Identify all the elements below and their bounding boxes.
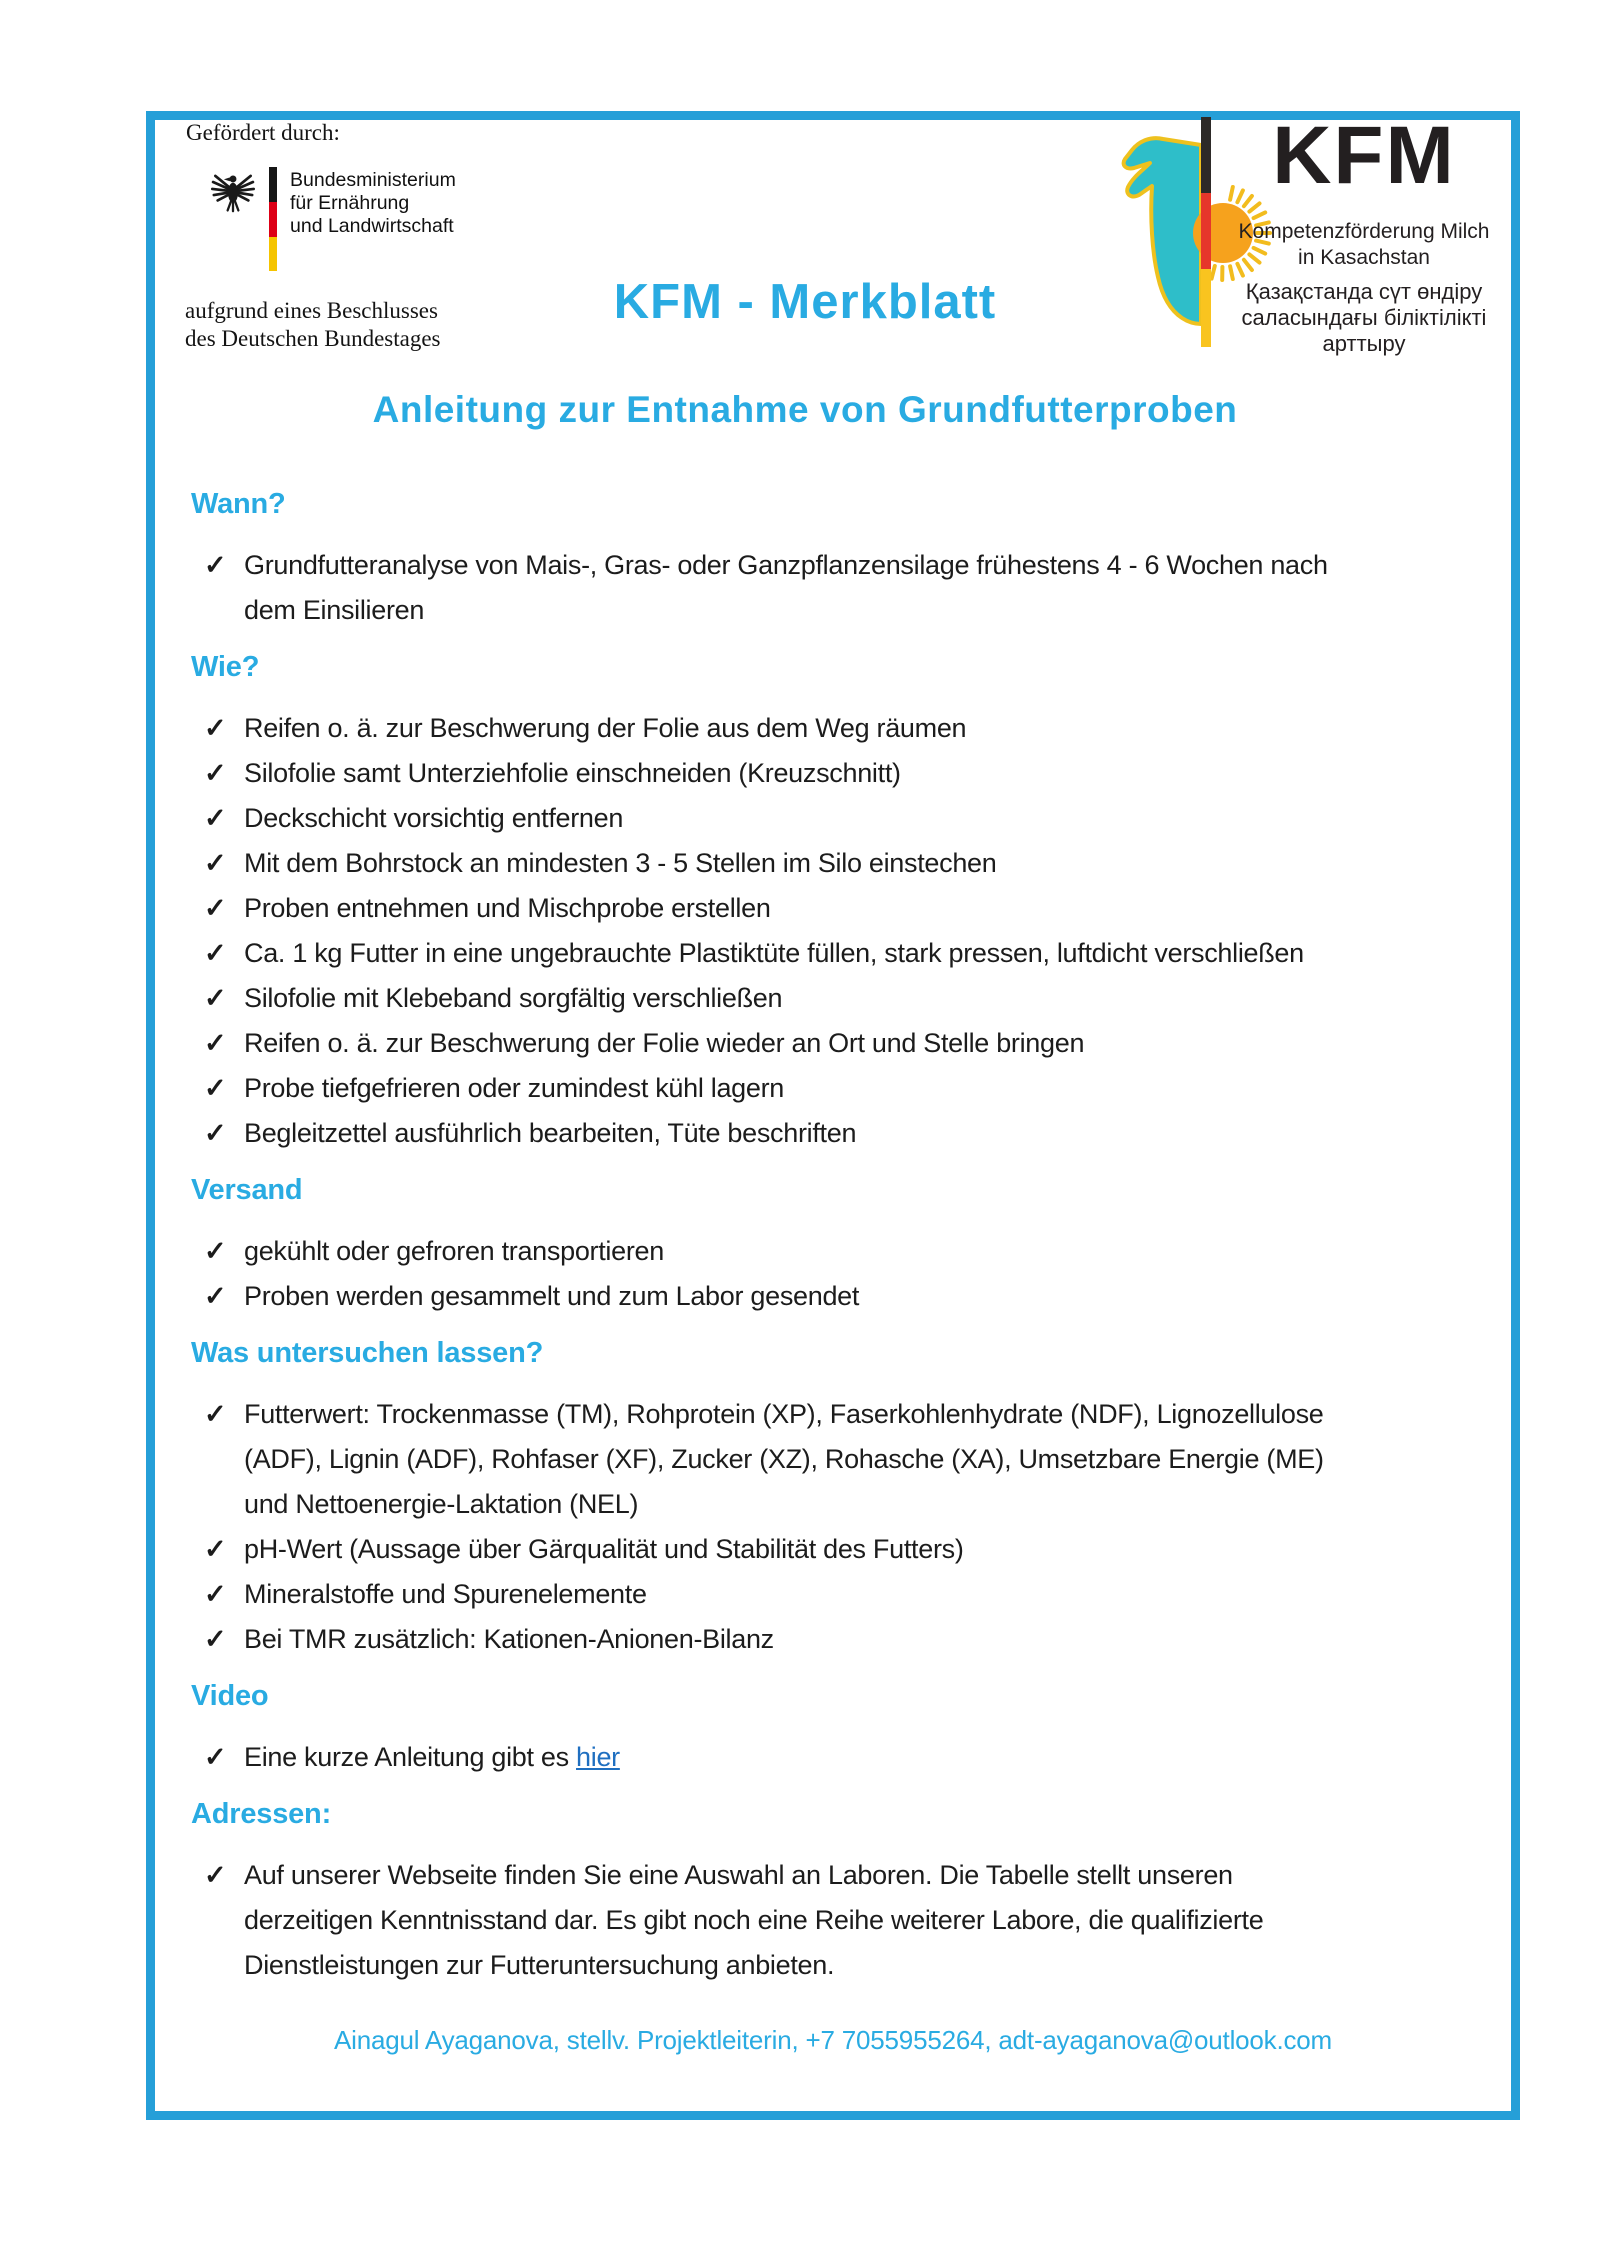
section-heading-adressen: Adressen:	[191, 1798, 332, 1830]
section-heading-versand: Versand	[191, 1174, 303, 1206]
german-flag-bar-icon	[269, 167, 277, 271]
section-video	[191, 1677, 1475, 1780]
checklist-item-text: Futterwert: Trockenmasse (TM), Rohprotein (XP), Faserkohlenhydrate (NDF), Lignozellulose (ADF), Lignin (ADF), Rohfaser (XF), Zucker (XZ), Rohasche (XA), Umsetzbare Energie (ME) und Nettoenergie-Laktation (NEL)	[244, 1399, 1324, 1519]
ministry-line: für Ernährung	[290, 192, 410, 214]
section-wie	[191, 648, 1475, 1156]
checklist-item-text: Bei TMR zusätzlich: Kationen-Anionen-Bilanz	[244, 1624, 774, 1654]
kfm-acronym: KFM	[1272, 110, 1456, 201]
check-icon: ✓	[204, 550, 227, 580]
checklist-item	[191, 706, 1475, 751]
checklist-item	[191, 841, 1475, 886]
section-wann	[191, 485, 1475, 633]
checklist-item	[191, 1274, 1475, 1319]
checklist-item-text: Auf unserer Webseite finden Sie eine Auswahl an Laboren. Die Tabelle stellt unseren derzeitigen Kenntnisstand dar. Es gibt noch eine Reihe weiterer Labore, die qualifizierte Dienstleistungen zur Futteruntersuchung anbieten.	[244, 1860, 1264, 1980]
checklist-item-text: Silofolie samt Unterziehfolie einschneiden (Kreuzschnitt)	[244, 758, 901, 788]
check-icon: ✓	[204, 713, 227, 743]
checklist-video	[191, 1735, 1475, 1780]
check-icon: ✓	[204, 1281, 227, 1311]
checklist-item	[191, 931, 1475, 976]
checklist-item-text: Proben werden gesammelt und zum Labor gesendet	[244, 1281, 860, 1311]
kfm-logo-text	[1217, 110, 1511, 357]
kfm-subtitle-kz: Қазақстанда сүт өндіру	[1245, 279, 1483, 304]
checklist-item-text: Deckschicht vorsichtig entfernen	[244, 803, 624, 833]
kfm-subtitle-kz: саласындағы біліктілікті арттыру	[1241, 305, 1487, 356]
checklist-item-text: Mit dem Bohrstock an mindesten 3 - 5 Stellen im Silo einstechen	[244, 848, 997, 878]
checklist-adressen	[191, 1853, 1475, 1988]
check-icon: ✓	[204, 938, 227, 968]
section-adressen	[191, 1795, 1475, 1988]
checklist-item	[191, 1066, 1475, 1111]
checklist-item-text: Proben entnehmen und Mischprobe erstellen	[244, 893, 771, 923]
checklist-item-text: Ca. 1 kg Futter in eine ungebrauchte Plastiktüte füllen, stark pressen, luftdicht verschließen	[244, 938, 1304, 968]
checklist-item	[191, 1111, 1475, 1156]
kfm-logo	[1105, 110, 1511, 356]
checklist-item-text: Eine kurze Anleitung gibt es	[244, 1742, 577, 1772]
ministry-line: Bundesministerium	[290, 169, 456, 191]
contact-footer: Ainagul Ayaganova, stellv. Projektleiterin, +7 7055955264, adt-ayaganova@outlook.com	[333, 2025, 1333, 2055]
checklist-item	[191, 976, 1475, 1021]
section-heading-wie: Wie?	[191, 651, 260, 683]
check-icon: ✓	[204, 1579, 227, 1609]
kfm-subtitle-de: in Kasachstan	[1298, 246, 1430, 269]
check-icon: ✓	[204, 758, 227, 788]
checklist-item-text: pH-Wert (Aussage über Gärqualität und Stabilität des Futters)	[244, 1534, 964, 1564]
checklist-item-text: Probe tiefgefrieren oder zumindest kühl lagern	[244, 1073, 785, 1103]
page-title: Anleitung zur Entnahme von Grundfutterproben	[372, 389, 1238, 430]
checklist-untersuchen	[191, 1392, 1475, 1662]
check-icon: ✓	[204, 1742, 227, 1772]
checklist-versand	[191, 1229, 1475, 1319]
checklist-item	[191, 1617, 1475, 1662]
check-icon: ✓	[204, 983, 227, 1013]
document-frame	[146, 111, 1520, 2120]
checklist-item	[191, 886, 1475, 931]
check-icon: ✓	[204, 1399, 227, 1429]
content	[191, 390, 1475, 2056]
checklist-item-text: Reifen o. ä. zur Beschwerung der Folie aus dem Weg räumen	[244, 713, 967, 743]
checklist-item	[191, 543, 1475, 633]
checklist-item-text: Grundfutteranalyse von Mais-, Gras- oder Ganzpflanzensilage frühestens 4 - 6 Wochen nach dem Einsilieren	[244, 550, 1328, 625]
bmel-logo	[210, 164, 456, 271]
federal-eagle-icon	[210, 166, 256, 218]
checklist-wann	[191, 543, 1475, 633]
mandate-line: des Deutschen Bundestages	[185, 326, 441, 351]
check-icon: ✓	[204, 1073, 227, 1103]
check-icon: ✓	[204, 893, 227, 923]
ministry-name	[290, 169, 456, 238]
checklist-item	[191, 1392, 1475, 1527]
mandate-line: aufgrund eines Beschlusses	[185, 298, 438, 323]
section-heading-wann: Wann?	[191, 488, 286, 520]
checklist-item	[191, 1229, 1475, 1274]
doc-title: KFM - Merkblatt	[613, 275, 997, 329]
check-icon: ✓	[204, 1118, 227, 1148]
section-heading-video: Video	[191, 1680, 269, 1712]
checklist-item-text: gekühlt oder gefroren transportieren	[244, 1236, 664, 1266]
video-hier-link[interactable]: hier	[576, 1742, 620, 1772]
check-icon: ✓	[204, 1624, 227, 1654]
section-versand	[191, 1171, 1475, 1319]
check-icon: ✓	[204, 1236, 227, 1266]
check-icon: ✓	[204, 1534, 227, 1564]
checklist-item	[191, 796, 1475, 841]
checklist-item	[191, 1735, 1475, 1780]
section-heading-untersuchen: Was untersuchen lassen?	[191, 1337, 544, 1369]
checklist-item	[191, 1572, 1475, 1617]
checklist-item	[191, 1021, 1475, 1066]
kfm-subtitle-de: Kompetenzförderung Milch	[1238, 220, 1490, 243]
checklist-wie	[191, 706, 1475, 1156]
check-icon: ✓	[204, 803, 227, 833]
checklist-item-text: Begleitzettel ausführlich bearbeiten, Tüte beschriften	[244, 1118, 857, 1148]
checklist-item	[191, 751, 1475, 796]
checklist-item	[191, 1853, 1475, 1988]
funding-label: Gefördert durch:	[186, 120, 340, 145]
ministry-line: und Landwirtschaft	[290, 215, 454, 237]
check-icon: ✓	[204, 848, 227, 878]
checklist-item-text: Reifen o. ä. zur Beschwerung der Folie wieder an Ort und Stelle bringen	[244, 1028, 1085, 1058]
checklist-item-text: Silofolie mit Klebeband sorgfältig verschließen	[244, 983, 783, 1013]
check-icon: ✓	[204, 1028, 227, 1058]
checklist-item-text: Mineralstoffe und Spurenelemente	[244, 1579, 647, 1609]
checklist-item	[191, 1527, 1475, 1572]
check-icon: ✓	[204, 1860, 227, 1890]
section-untersuchen	[191, 1334, 1475, 1662]
